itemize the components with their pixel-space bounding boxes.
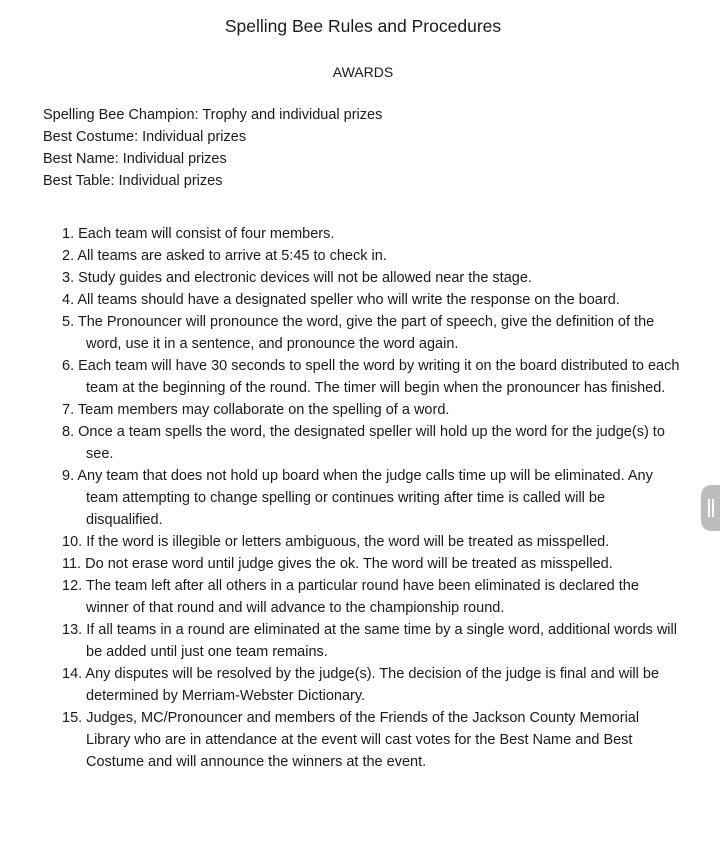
rule-number: 3. [62, 270, 75, 286]
rule-item [62, 421, 682, 465]
rule-item [62, 465, 682, 531]
rule-text: All teams are asked to arrive at 5:45 to check in. [77, 248, 387, 264]
rule-number: 14. [62, 666, 83, 682]
rule-number: 2. [62, 248, 75, 264]
rule-item [62, 531, 682, 553]
rule-text: The Pronouncer will pronounce the word, give the part of speech, give the definition of the word, use it in a sentence, and pronounce the word again. [77, 314, 655, 352]
rule-text: If all teams in a round are eliminated at the same time by a single word, additional words will be added until just one team remains. [86, 622, 677, 660]
rule-item [62, 245, 682, 267]
pause-bars-icon [712, 499, 714, 517]
rule-item [62, 553, 682, 575]
awards-list [43, 104, 382, 192]
rule-item [62, 707, 682, 773]
rule-item [62, 399, 682, 421]
rule-text: The team left after all others in a particular round have been eliminated is declared the winner of that round and will advance to the championship round. [85, 578, 639, 616]
rule-text: Study guides and electronic devices will not be allowed near the stage. [78, 270, 532, 286]
rule-item [62, 663, 682, 707]
rule-number: 7. [62, 402, 75, 418]
rules-list [62, 223, 682, 773]
rule-text: Judges, MC/Pronouncer and members of the Friends of the Jackson County Memorial Library who are in attendance at the event will cast votes for the Best Name and Best Costume and will announce the winners at the event. [86, 710, 640, 770]
rule-text: Do not erase word until judge gives the ok. The word will be treated as misspelled. [85, 556, 613, 572]
rule-number: 5. [62, 314, 75, 330]
rule-number: 4. [62, 292, 75, 308]
rule-text: Team members may collaborate on the spelling of a word. [77, 402, 450, 418]
award-item: Spelling Bee Champion: Trophy and individual prizes [43, 107, 383, 123]
rule-item [62, 355, 682, 399]
award-item: Best Table: Individual prizes [43, 173, 223, 189]
page-title: Spelling Bee Rules and Procedures [224, 16, 502, 36]
rule-number: 1. [62, 226, 75, 242]
rule-text: Once a team spells the word, the designated speller will hold up the word for the judge(s) to see. [78, 424, 665, 462]
award-item: Best Name: Individual prizes [43, 151, 227, 167]
rule-number: 12. [62, 578, 83, 594]
rule-number: 11. [62, 556, 82, 572]
rule-text: Each team will have 30 seconds to spell the word by writing it on the board distributed to each team at the beginning of the round. The timer will begin when the pronouncer has finished. [78, 358, 680, 396]
rule-item [62, 575, 682, 619]
rule-item [62, 311, 682, 355]
rule-number: 6. [62, 358, 75, 374]
pause-bars-icon [708, 499, 710, 517]
rule-text: All teams should have a designated speller who will write the response on the board. [77, 292, 620, 308]
rule-item [62, 289, 682, 311]
rule-text: Each team will consist of four members. [78, 226, 335, 242]
rule-number: 8. [62, 424, 75, 440]
rule-number: 10. [62, 534, 83, 550]
scroll-handle[interactable] [701, 485, 720, 531]
rule-item [62, 267, 682, 289]
section-heading-awards: AWARDS [332, 64, 394, 80]
rule-text: If the word is illegible or letters ambiguous, the word will be treated as misspelled. [86, 534, 610, 550]
rule-item [62, 223, 682, 245]
award-item: Best Costume: Individual prizes [43, 129, 247, 145]
rule-text: Any disputes will be resolved by the judge(s). The decision of the judge is final and will be determined by Merriam-Webster Dictionary. [85, 666, 660, 704]
rule-number: 15. [62, 710, 83, 726]
rule-number: 9. [62, 468, 75, 484]
rule-text: Any team that does not hold up board when the judge calls time up will be eliminated. Any team attempting to change spelling or continues writing after time is called will be disqualified. [77, 468, 653, 528]
rule-number: 13. [62, 622, 83, 638]
rule-item [62, 619, 682, 663]
